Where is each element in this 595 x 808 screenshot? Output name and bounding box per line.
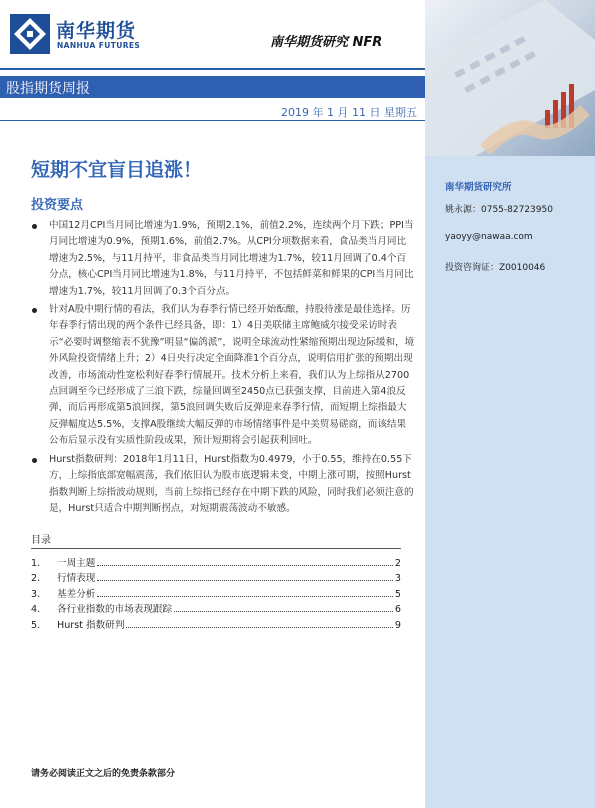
bullet-icon xyxy=(32,224,37,229)
toc-item[interactable] xyxy=(31,553,401,569)
key-point-text: 中国12月CPI当月同比增速为1.9%，预期2.1%，前值2.2%，连续两个月下跌；PPI当月同比增速为0.9%，预期1.6%，前值2.7%。从CPI分项数据来看，食品类当月同比增速为2.5%，与11月持平，非食品类当月同比增速为1.7%，较11月回调了0.4个百分点，核心CPI当月同比增速为1.8%，与11月持平，不包括鲜菜和鲜果的CPI当月同比增速为1.7%，较11月回调了0.3个百分点。 xyxy=(49,220,414,297)
bullet-icon xyxy=(32,458,37,463)
toc-item-page: 5 xyxy=(394,588,401,600)
toc-item-number: 2. xyxy=(31,573,41,584)
date-divider xyxy=(0,120,425,121)
table-of-contents xyxy=(31,531,401,631)
toc-item-page: 2 xyxy=(394,557,401,569)
toc-item[interactable] xyxy=(31,569,401,585)
toc-leader-dots xyxy=(126,627,392,628)
logo-english-name: NANHUA FUTURES xyxy=(57,41,141,50)
bullet-icon xyxy=(32,308,37,313)
logo-chinese-name: 南华期货 xyxy=(56,20,137,42)
toc-item-label: Hurst 指数研判 xyxy=(57,619,125,631)
disclaimer-note: 请务必阅读正文之后的免责条款部分 xyxy=(31,769,176,779)
toc-item-label: 行情表现 xyxy=(57,573,96,584)
report-date: 2019 年 1 月 11 日 星期五 xyxy=(281,106,417,119)
toc-leader-dots xyxy=(97,596,393,597)
analyst-license: 投资咨询证：Z0010046 xyxy=(445,263,546,273)
toc-item[interactable] xyxy=(31,615,401,631)
toc-item-page: 9 xyxy=(394,619,401,631)
key-point xyxy=(31,452,415,518)
toc-item-page: 6 xyxy=(394,604,401,615)
toc-item-page: 3 xyxy=(394,573,401,584)
key-point-text: 针对A股中期行情的看法，我们认为春季行情已经开始酝酿，持股待涨是最佳选择。历年春季行情出现的两个条件已经具备，即：1）4日美联储主席鲍威尔接受采访时表示“必要时调整缩表不犹豫”明显“偏鸽派”，说明全球流动性紧缩预期出现边际缓和，境外风险投资情绪上升；2）4日央行决定全面降准1个百分点，说明信用扩张的预期出现改善，市场流动性宽松利好春季行情展开。技术分析上来看，我们认为上综指从2700点回调至今已经形成了三浪下跌，综量回调至2450点已获强支撑，目前进入第4浪反弹，而后再形成第5浪回探，第5浪回调失败后反弹迎来春季行情，而短期上综指最大反弹幅度达5.5%，支撑A股继续大幅反弹的市场情绪事件是中美贸易磋商，而该结果公布后显示没有实质性阶段成果，预计短期将会引起获利回吐。 xyxy=(49,304,415,447)
toc-leader-dots xyxy=(97,580,393,581)
toc-divider xyxy=(31,548,401,549)
analyst-contact: 姚永源：0755-82723950 xyxy=(445,205,553,215)
company-logo xyxy=(10,14,150,56)
toc-item-label: 一周主题 xyxy=(57,557,96,569)
key-point xyxy=(31,218,415,300)
toc-item-number: 4. xyxy=(31,604,41,615)
header-divider xyxy=(0,68,425,70)
toc-title: 目录 xyxy=(31,535,51,546)
toc-item[interactable] xyxy=(31,600,401,616)
toc-item[interactable] xyxy=(31,584,401,600)
toc-leader-dots xyxy=(97,565,393,566)
nanhua-logo-icon xyxy=(10,14,50,54)
analyst-sidebar xyxy=(425,0,595,808)
laptop-keyboard-icon xyxy=(425,0,595,156)
points-heading: 投资要点 xyxy=(31,198,84,213)
toc-item-label: 各行业指数的市场表现跟踪 xyxy=(57,604,173,615)
research-label: 南华期货研究 NFR xyxy=(270,35,383,50)
analyst-email[interactable]: yaoyy@nawaa.com xyxy=(445,232,533,242)
key-point-text: Hurst指数研判：2018年1月11日，Hurst指数为0.4979，小于0.55，维持在0.55下方，上综指底部宽幅震荡，我们依旧认为股市底逻辑未变，中期上涨可期，按照Hurst指数判断上综指波动规则，当前上综指已经存在中期下跌的风险，同时我们必须注意的是，Hurst只适合中期判断拐点，对短期震荡波动不敏感。 xyxy=(49,453,414,514)
header-photo xyxy=(425,0,595,156)
report-category: 股指期货周报 xyxy=(6,81,90,97)
research-institute: 南华期货研究所 xyxy=(445,182,512,193)
report-category-bar xyxy=(0,76,425,98)
toc-item-number: 5. xyxy=(31,619,41,631)
toc-item-label: 基差分析 xyxy=(57,588,96,600)
key-point xyxy=(31,302,415,450)
report-title: 短期不宜盲目追涨！ xyxy=(31,159,203,181)
toc-item-number: 3. xyxy=(31,588,41,600)
toc-leader-dots xyxy=(174,611,393,612)
key-points-list xyxy=(31,218,415,519)
toc-item-number: 1. xyxy=(31,557,41,569)
